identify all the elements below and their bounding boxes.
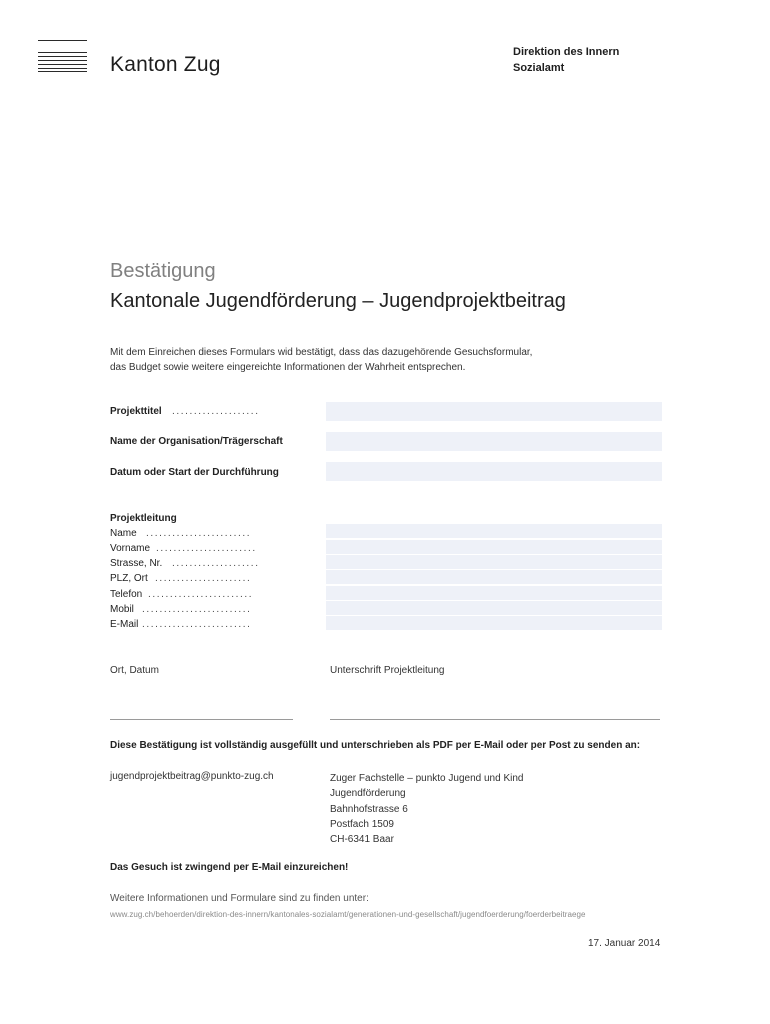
kanton-zug-logo-icon bbox=[38, 40, 87, 72]
lead-street-label: Strasse, Nr. bbox=[110, 558, 163, 569]
submission-email[interactable]: jugendprojektbeitrag@punkto-zug.ch bbox=[110, 771, 274, 782]
lead-firstname-dots: ....................... bbox=[156, 543, 257, 554]
intro-line-1: Mit dem Einreichen dieses Formulars wid bestätigt, dass das dazugehörende Gesuchsformular, bbox=[110, 347, 533, 358]
address-line-5: CH-6341 Baar bbox=[330, 834, 394, 846]
project-title-label: Projekttitel bbox=[110, 406, 162, 417]
lead-name-label: Name bbox=[110, 528, 137, 539]
department-name: Direktion des Innern bbox=[513, 46, 620, 58]
lead-email-label: E-Mail bbox=[110, 619, 139, 630]
lead-phone-label: Telefon bbox=[110, 589, 143, 600]
lead-email-dots: ......................... bbox=[142, 619, 252, 630]
info-url-link[interactable]: www.zug.ch/behoerden/direktion-des-innern/kantonales-sozialamt/generationen-und-gesellschaft/jugendfoerderung/foerderbeitraege bbox=[110, 910, 586, 919]
more-info-text: Weitere Informationen und Formulare sind zu finden unter: bbox=[110, 893, 369, 904]
lead-zip-city-dots: ...................... bbox=[155, 573, 252, 584]
address-line-1: Zuger Fachstelle – punkto Jugend und Kind bbox=[330, 773, 524, 784]
date-start-label: Datum oder Start der Durchführung bbox=[110, 467, 279, 478]
lead-mobile-dots: ......................... bbox=[142, 604, 252, 615]
address-line-2: Jugendförderung bbox=[330, 788, 406, 800]
submission-instruction: Diese Bestätigung ist vollständig ausgefüllt und unterschrieben als PDF per E-Mail oder per Post zu senden an: bbox=[110, 740, 641, 751]
email-required-note: Das Gesuch ist zwingend per E-Mail einzureichen! bbox=[110, 862, 349, 873]
lead-zip-city-field[interactable] bbox=[326, 570, 662, 584]
place-date-line[interactable] bbox=[110, 719, 293, 720]
intro-line-2: das Budget sowie weitere eingereichte Informationen der Wahrheit entsprechen. bbox=[110, 362, 466, 373]
place-date-label: Ort, Datum bbox=[110, 665, 159, 676]
document-date: 17. Januar 2014 bbox=[588, 938, 661, 949]
lead-zip-city-label: PLZ, Ort bbox=[110, 573, 148, 584]
lead-name-field[interactable] bbox=[326, 524, 662, 538]
address-line-4: Postfach 1509 bbox=[330, 818, 394, 830]
lead-street-dots: .................... bbox=[172, 558, 260, 569]
organisation-field[interactable] bbox=[326, 432, 662, 451]
address-line-3: Bahnhofstrasse 6 bbox=[330, 803, 408, 815]
lead-firstname-field[interactable] bbox=[326, 540, 662, 554]
lead-name-dots: ........................ bbox=[146, 528, 252, 539]
lead-phone-dots: ........................ bbox=[148, 589, 254, 600]
page-subtitle: Kantonale Jugendförderung – Jugendprojektbeitrag bbox=[110, 290, 566, 312]
lead-email-field[interactable] bbox=[326, 616, 662, 630]
brand-name: Kanton Zug bbox=[110, 53, 221, 76]
lead-phone-field[interactable] bbox=[326, 586, 662, 600]
organisation-label: Name der Organisation/Trägerschaft bbox=[110, 436, 283, 447]
signature-line[interactable] bbox=[330, 719, 660, 720]
project-lead-heading: Projektleitung bbox=[110, 513, 177, 524]
lead-firstname-label: Vorname bbox=[110, 543, 151, 554]
lead-street-field[interactable] bbox=[326, 555, 662, 569]
project-title-field[interactable] bbox=[326, 402, 662, 421]
postal-address bbox=[330, 771, 523, 847]
date-start-field[interactable] bbox=[326, 462, 662, 481]
project-title-dots: .................... bbox=[172, 406, 260, 417]
lead-mobile-field[interactable] bbox=[326, 601, 662, 615]
office-name: Sozialamt bbox=[513, 62, 565, 74]
page-title: Bestätigung bbox=[110, 260, 216, 282]
intro-text bbox=[110, 345, 670, 375]
signature-label: Unterschrift Projektleitung bbox=[330, 665, 445, 676]
lead-mobile-label: Mobil bbox=[110, 604, 134, 615]
